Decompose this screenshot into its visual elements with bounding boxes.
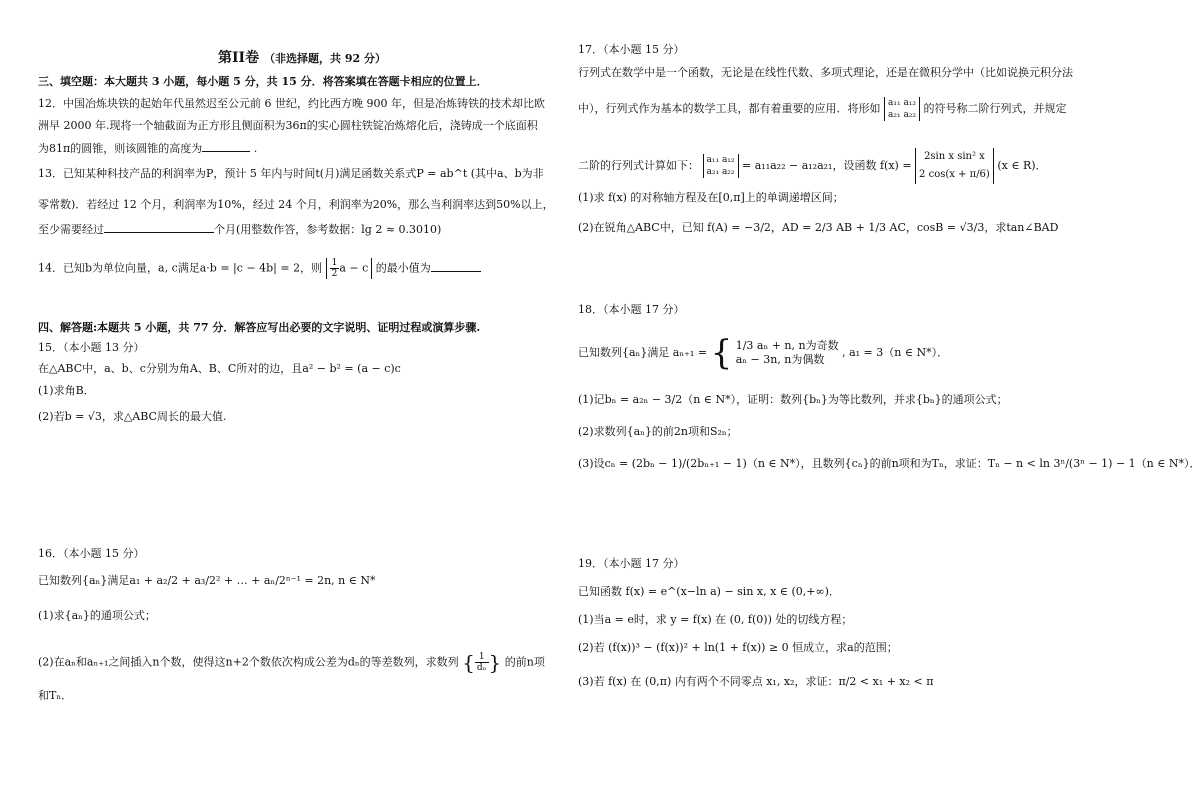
q16-part-2-tail: 和Tₙ． [38, 689, 73, 702]
q17-fdet-row-1: 2sin x sin² x [924, 151, 985, 162]
q17-header: 17．（本小题 15 分） [578, 43, 685, 56]
q12-answer-blank [202, 139, 250, 152]
q12-line-3: 为81π的圆锥，则该圆锥的高度为 . [38, 139, 257, 157]
q16-left-brace: { [462, 650, 475, 675]
q13-line-3 [38, 220, 441, 238]
q12-line-1: 12．中国冶炼块铁的起始年代虽然迟至公元前 6 世纪，约比西方晚 900 年，但是冶炼铸铁的技术却比欧 [38, 97, 545, 110]
q17-det-row-2: a₂₁ a₂₂ [888, 110, 917, 120]
q17-text-a: 中），行列式作为基本的数学工具，都有着重要的应用．将形如 [578, 102, 881, 115]
section-title [218, 50, 386, 67]
q14-line [38, 258, 481, 279]
title-text: 第II卷 [218, 50, 260, 66]
q18-part-1: (1)记bₙ = a₂ₙ − 3/2（n ∈ N*），证明：数列{bₙ}为等比数列，并求{bₙ}的通项公式； [578, 393, 1008, 406]
q16-part-1: (1)求{aₙ}的通项公式； [38, 609, 156, 622]
q15-part-1: (1)求角B． [38, 384, 95, 397]
q16-right-brace: } [488, 650, 502, 675]
q17-det-example [703, 154, 739, 178]
q18-text-b: , a₁ = 3（n ∈ N*）． [842, 346, 949, 359]
q18-text-a: 已知数列{aₙ}满足 aₙ₊₁ = [578, 346, 708, 359]
q17-det-ex-row-1: a₁₁ a₁₂ [706, 155, 735, 165]
q17-line-2 [578, 97, 1067, 121]
q15-part-2: (2)若b = √3，求△ABC周长的最大值. [38, 410, 227, 423]
q17-text-c: 二阶的行列式计算如下： [578, 159, 699, 172]
q16-frac-den: dₙ [476, 663, 487, 673]
q18-cases [736, 339, 839, 367]
q19-part-3: (3)若 f(x) 在 (0,π) 内有两个不同零点 x₁, x₂，求证：π/2 < x₁ + x₂ < π [578, 675, 934, 688]
q18-piecewise [710, 333, 839, 373]
q19-part-2: (2)若 (f(x))³ − (f(x))² + ln(1 + f(x)) ≥ 0 恒成立，求a的范围； [578, 641, 898, 654]
q16-fraction [475, 652, 489, 673]
q14-text-c: 的最小值为 [375, 261, 431, 275]
q16-part-2-text-b: 的前n项 [504, 655, 545, 669]
q17-function-det [915, 148, 994, 184]
q16-part-2 [38, 652, 545, 673]
q13-line-1: 13．已知某种科技产品的利润率为P，预计 5 年内与时间t(月)满足函数关系式P = ab^t (其中a、b为非 [38, 167, 544, 180]
q16-stem: 已知数列{aₙ}满足a₁ + a₂/2 + a₃/2² + … + aₙ/2ⁿ⁻¹ = 2n, n ∈ N* [38, 574, 376, 587]
q12-text: 为81π的圆锥，则该圆锥的高度为 [38, 142, 203, 155]
q17-text-d: = a₁₁a₂₂ − a₁₂a₂₁，设函数 f(x) = [742, 159, 912, 172]
q19-part-1: (1)当a = e时，求 y = f(x) 在 (0, f(0)) 处的切线方程； [578, 613, 853, 626]
q13-text-b: 个月(用整数作答，参考数据：lg 2 ≈ 0.3010) [214, 223, 442, 236]
q14-frac-den: 2 [331, 269, 338, 279]
q19-stem: 已知函数 f(x) = e^(x−ln a) − sin x, x ∈ (0,+∞)． [578, 585, 840, 598]
q17-part-1: (1)求 f(x) 的对称轴方程及在[0,π]上的单调递增区间； [578, 191, 844, 204]
q14-text-b: a − c [339, 261, 369, 275]
q18-case-even: aₙ − 3n, n为偶数 [735, 353, 825, 366]
q14-answer-blank [431, 259, 481, 272]
q17-determinant-symbol [884, 97, 920, 121]
q15-stem: 在△ABC中，a、b、c分别为角A、B、C所对的边，且a² − b² = (a − c)c [38, 362, 401, 375]
q17-det-row-1: a₁₁ a₁₂ [888, 98, 917, 108]
q13-text-a: 至少需要经过 [38, 223, 104, 236]
q14-frac-num: 1 [331, 258, 338, 268]
q17-fdet-row-2: 2 cos(x + π/6) [919, 169, 990, 180]
q17-line-1: 行列式在数学中是一个函数，无论是在线性代数、多项式理论，还是在微积分学中（比如说换元积分法 [578, 66, 1073, 79]
q17-det-ex-row-2: a₂₁ a₂₂ [706, 167, 735, 177]
q16-part-2-text-a: (2)在aₙ和aₙ₊₁之间插入n个数，使得这n+2个数依次构成公差为dₙ的等差数列，求数列 [38, 655, 459, 669]
q17-line-3 [578, 148, 1047, 184]
q18-part-3: (3)设cₙ = (2bₙ − 1)/(2bₙ₊₁ − 1)（n ∈ N*），且数列{cₙ}的前n项和为Tₙ，求证：Tₙ − n < ln 3ⁿ/(3ⁿ − 1) − 1（n ∈ N*）． [578, 457, 1201, 470]
q18-header: 18．（本小题 17 分） [578, 303, 685, 316]
q16-header: 16．（本小题 15 分） [38, 547, 145, 560]
q17-part-2: (2)在锐角△ABC中，已知 f(A) = −3/2，AD = 2/3 AB + 1/3 AC，cosB = √3/3，求tan∠BAD [578, 221, 1059, 234]
q14-fraction [330, 258, 340, 279]
q19-header: 19．（本小题 17 分） [578, 557, 685, 570]
q13-line-2: 零常数)．若经过 12 个月，利润率为10%，经过 24 个月，利润率为20%，那么当利润率达到50%以上， [38, 198, 554, 211]
q15-header: 15．（本小题 13 分） [38, 341, 145, 354]
q12-line-2: 洲早 2000 年.现将一个轴截面为正方形且侧面积为36π的实心圆柱铁锭冶炼熔化后，浇铸成一个底面积 [38, 119, 538, 132]
section-4-heading: 四、解答题:本题共 5 小题，共 77 分．解答应写出必要的文字说明、证明过程或演算步骤. [38, 321, 481, 334]
section-3-heading: 三、填空题：本大题共 3 小题，每小题 5 分，共 15 分．将答案填在答题卡相应的位置上． [38, 75, 488, 88]
q18-case-odd: 1/3 aₙ + n, n为奇数 [735, 339, 839, 352]
q13-answer-blank [104, 220, 214, 233]
q18-stem [578, 333, 949, 373]
q17-text-e: (x ∈ R)． [997, 159, 1047, 172]
q18-part-2: (2)求数列{aₙ}的前2n项和S₂ₙ； [578, 425, 738, 438]
q16-frac-num: 1 [475, 652, 489, 663]
q18-brace: { [710, 333, 733, 373]
q17-text-b: 的符号称二阶行列式，并规定 [923, 102, 1067, 115]
q14-abs-expr [326, 258, 373, 279]
q14-text-a: 14．已知b为单位向量，a, c满足a·b = |c − 4b| = 2，则 [38, 261, 323, 275]
title-note: （非选择题，共 92 分） [263, 52, 386, 65]
